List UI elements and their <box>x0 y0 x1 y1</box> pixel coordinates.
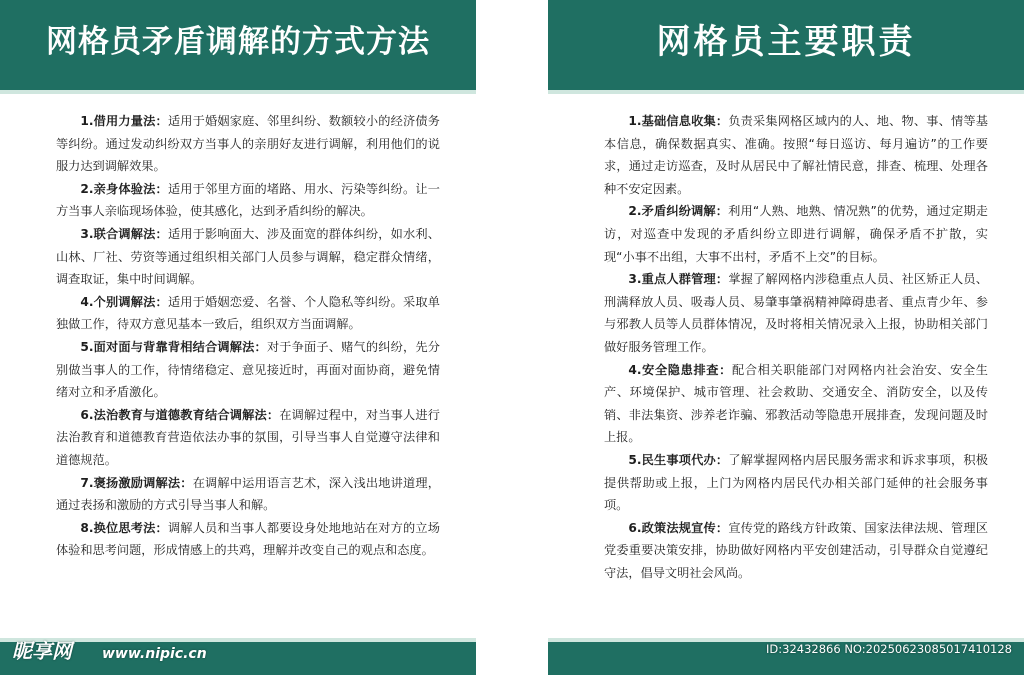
item-label: 5.面对面与背靠背相结合调解法： <box>80 339 267 354</box>
right-header <box>548 0 1024 90</box>
item-text: 在调解中运用语言艺术，深入浅出地讲道理，通过表扬和激励的方式引导当事人和解。 <box>56 475 440 513</box>
watermark-url: www.nipic.cn <box>102 646 207 662</box>
item-text: 掌握了解网格内涉稳重点人员、社区矫正人员、刑满释放人员、吸毒人员、易肇事肇祸精神障碍患者、重点青少年、参与邪教人员等人员群体情况，及时将相关情况录入上报，协助相关部门做好服务管理工作。 <box>604 272 988 354</box>
left-header-stripe <box>0 90 476 94</box>
item-text: 适用于婚姻恋爱、名誉、个人隐私等纠纷。采取单独做工作，待双方意见基本一致后，组织双方当面调解。 <box>56 294 440 332</box>
list-item <box>604 449 988 517</box>
list-item <box>56 110 440 178</box>
item-text: 适用于邻里方面的堵路、用水、污染等纠纷。让一方当事人亲临现场体验，使其感化，达到矛盾纠纷的解决。 <box>56 181 440 219</box>
right-body <box>604 110 988 584</box>
item-text: 了解掌握网格内居民服务需求和诉求事项，积极提供帮助或上报，上门为网格内居民代办相关部门延伸的社会服务事项。 <box>604 452 988 513</box>
item-text: 宣传党的路线方针政策、国家法律法规、管理区党委重要决策安排，协助做好网格内平安创建活动，引导群众自觉遵纪守法，倡导文明社会风尚。 <box>604 520 988 580</box>
left-header <box>0 0 476 90</box>
list-item <box>56 223 440 291</box>
item-label: 1.借用力量法： <box>80 114 168 128</box>
item-text: 适用于影响面大、涉及面宽的群体纠纷，如水利、山林、厂社、劳资等通过组织相关部门人员参与调解，稳定群众情绪，调查取证，集中时间调解。 <box>56 226 440 287</box>
item-text: 适用于婚姻家庭、邻里纠纷、数额较小的经济债务等纠纷。通过发动纠纷双方当事人的亲朋好友进行调解，利用他们的说服力达到调解效果。 <box>56 114 440 174</box>
item-label: 1.基础信息收集： <box>628 114 729 128</box>
left-panel <box>0 0 476 675</box>
right-title: 网格员主要职责 <box>656 22 916 62</box>
item-text: 利用“人熟、地熟、情况熟”的优势，通过定期走访，对巡查中发现的矛盾纠纷立即进行调解，确保矛盾不扩散，实现“小事不出组，大事不出村，矛盾不上交”的目标。 <box>604 204 988 264</box>
left-title: 网格员矛盾调解的方式方法 <box>46 24 430 60</box>
list-item <box>56 336 440 404</box>
left-body <box>56 110 440 562</box>
item-text: 对于争面子、赌气的纠纷，先分别做当事人的工作，待情绪稳定、意见接近时，再面对面协商，避免情绪对立和矛盾激化。 <box>56 339 440 400</box>
item-label: 5.民生事项代办： <box>628 452 729 467</box>
list-item <box>56 178 440 223</box>
item-label: 6.法治教育与道德教育结合调解法： <box>80 407 280 422</box>
list-item <box>56 404 440 472</box>
item-text: 调解人员和当事人都要设身处地地站在对方的立场体验和思考问题，形成情感上的共鸡，理解并改变自己的观点和态度。 <box>56 520 440 558</box>
item-label: 6.政策法规宣传： <box>628 520 729 535</box>
list-item <box>604 200 988 268</box>
right-panel <box>548 0 1024 675</box>
watermark-id: ID:32432866 NO:20250623085017410128 <box>766 642 1012 656</box>
item-label: 2.矛盾纠纷调解： <box>628 204 729 219</box>
list-item <box>604 359 988 449</box>
list-item <box>56 472 440 517</box>
list-item <box>56 517 440 562</box>
item-text: 负责采集网格区域内的人、地、物、事、情等基本信息，确保数据真实、准确。按照“每日巡访、每月遍访”的工作要求，通过走访巡查，及时从居民中了解社情民意，排查、梳理、处理各种不安定因素。 <box>604 114 988 196</box>
item-label: 3.联合调解法： <box>80 226 168 241</box>
item-label: 4.个别调解法： <box>80 294 168 309</box>
list-item <box>604 110 988 200</box>
list-item <box>56 291 440 336</box>
item-label: 2.亲身体验法： <box>80 181 168 196</box>
item-label: 3.重点人群管理： <box>628 272 729 287</box>
watermark-logo: 昵享网 <box>12 639 72 663</box>
item-text: 配合相关职能部门对网格内社会治安、安全生产、环境保护、城市管理、社会救助、交通安全、消防安全，以及传销、非法集资、涉养老诈骗、邪教活动等隐患开展排查，发现问题及时上报。 <box>604 362 988 445</box>
list-item <box>604 517 988 585</box>
right-header-stripe <box>548 90 1024 94</box>
item-label: 7.褒扬激励调解法： <box>80 475 193 490</box>
item-label: 8.换位思考法： <box>80 520 168 535</box>
item-label: 4.安全隐患排查： <box>628 362 732 377</box>
list-item <box>604 268 988 358</box>
item-text: 在调解过程中，对当事人进行法治教育和道德教育营造依法办事的氛围，引导当事人自觉遵守法律和道德规范。 <box>56 407 440 467</box>
